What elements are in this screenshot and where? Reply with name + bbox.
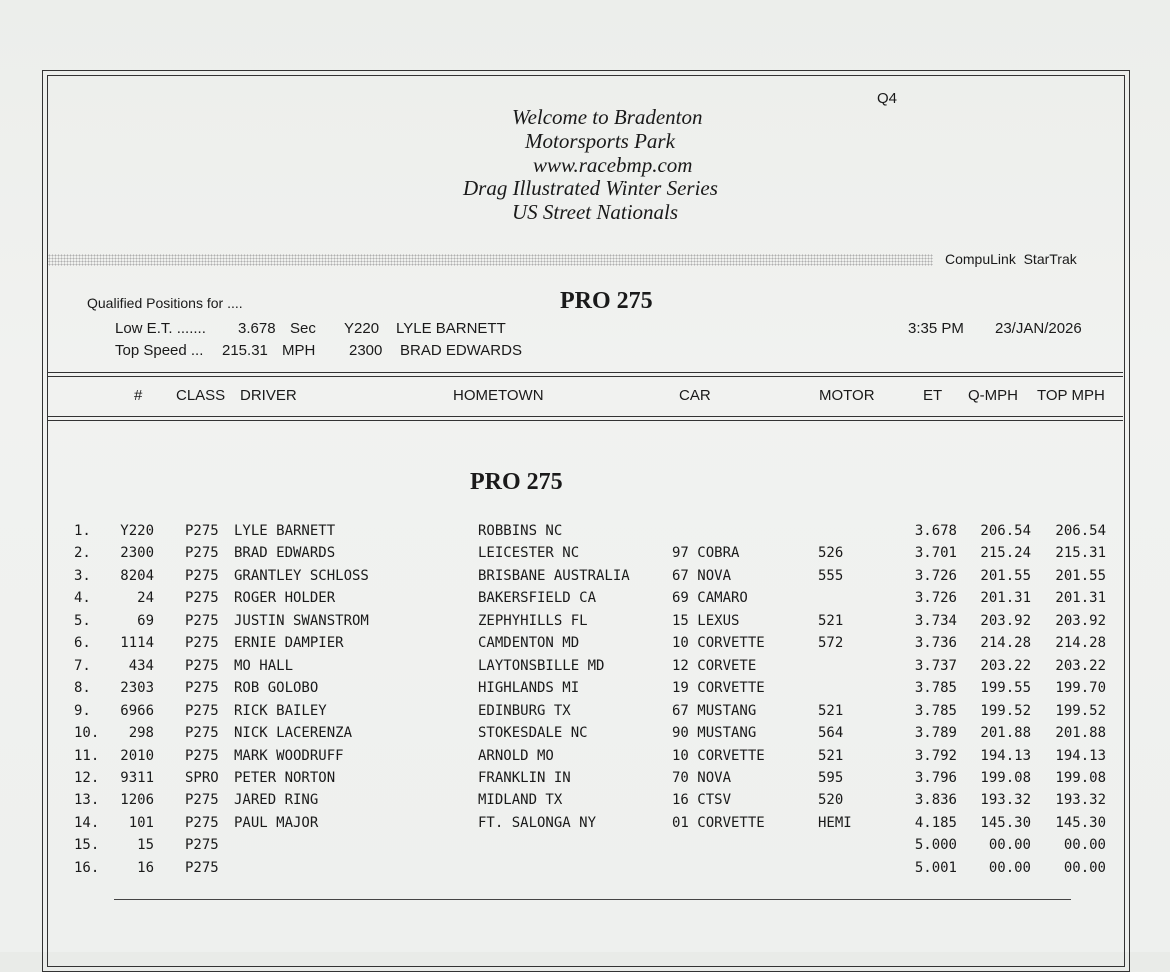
row-car: 12 CORVETE <box>672 657 757 674</box>
row-car: 10 CORVETTE <box>672 635 765 652</box>
row-position: 10. <box>74 725 100 742</box>
row-topmph: 00.00 <box>1063 859 1106 876</box>
row-et: 3.785 <box>914 680 957 697</box>
row-position: 14. <box>74 814 100 831</box>
qualified-label: Qualified Positions for .... <box>87 295 243 311</box>
row-qmph: 199.08 <box>980 769 1031 786</box>
row-position: 3. <box>74 567 91 584</box>
table-row <box>0 658 1170 680</box>
row-et: 3.734 <box>914 612 957 629</box>
row-driver: JARED RING <box>234 792 319 809</box>
row-driver: BRAD EDWARDS <box>234 545 336 562</box>
header-line-1: Welcome to Bradenton <box>512 105 703 129</box>
section-title: PRO 275 <box>470 469 563 495</box>
row-hometown: CAMDENTON MD <box>478 635 580 652</box>
col-et: ET <box>923 387 943 404</box>
row-et: 3.796 <box>914 769 957 786</box>
row-hometown: ROBBINS NC <box>478 523 563 539</box>
col-qmph: Q-MPH <box>968 387 1018 404</box>
row-car: 15 LEXUS <box>672 612 740 629</box>
col-topmph: TOP MPH <box>1037 387 1105 404</box>
row-qmph: 206.54 <box>980 523 1031 539</box>
row-car: 70 NOVA <box>672 769 732 786</box>
row-car: 16 CTSV <box>672 792 732 809</box>
row-position: 5. <box>74 612 91 629</box>
row-class: P275 <box>185 523 219 539</box>
row-driver: PETER NORTON <box>234 769 336 786</box>
row-et: 3.736 <box>914 635 957 652</box>
row-topmph: 145.30 <box>1055 814 1106 831</box>
row-qmph: 199.55 <box>980 680 1031 697</box>
col-motor: MOTOR <box>819 387 875 404</box>
row-class: P275 <box>185 837 219 854</box>
top-speed-car: 2300 <box>349 342 383 359</box>
row-driver: LYLE BARNETT <box>234 523 336 539</box>
row-driver: PAUL MAJOR <box>234 814 319 831</box>
row-motor: HEMI <box>818 814 852 831</box>
row-position: 8. <box>74 680 91 697</box>
row-qmph: 203.92 <box>980 612 1031 629</box>
row-car-number: 24 <box>137 590 154 607</box>
low-et-value: 3.678 <box>238 320 276 337</box>
row-et: 3.678 <box>914 523 957 539</box>
top-speed-value: 215.31 <box>222 342 268 359</box>
table-row <box>0 523 1170 545</box>
row-et: 3.726 <box>914 567 957 584</box>
row-et: 3.836 <box>914 792 957 809</box>
row-car-number: 9311 <box>120 769 154 786</box>
dotted-band <box>48 254 933 266</box>
col-car: CAR <box>679 387 711 404</box>
header-line-3: www.racebmp.com <box>533 153 693 177</box>
row-car-number: 8204 <box>120 567 154 584</box>
top-speed-driver: BRAD EDWARDS <box>400 342 522 359</box>
row-car-number: Y220 <box>120 523 154 539</box>
row-car: 97 COBRA <box>672 545 740 562</box>
header-line-2: Motorsports Park <box>525 129 675 153</box>
row-position: 16. <box>74 859 100 876</box>
row-hometown: LAYTONSBILLE MD <box>478 657 605 674</box>
row-class: P275 <box>185 635 219 652</box>
row-car: 19 CORVETTE <box>672 680 765 697</box>
row-car-number: 434 <box>128 657 154 674</box>
row-et: 3.792 <box>914 747 957 764</box>
row-topmph: 203.92 <box>1055 612 1106 629</box>
row-class: SPRO <box>185 769 219 786</box>
header-rule-bottom-2 <box>48 420 1123 421</box>
row-motor: 572 <box>818 635 844 652</box>
row-hometown: MIDLAND TX <box>478 792 563 809</box>
table-row <box>0 748 1170 770</box>
row-et: 3.789 <box>914 725 957 742</box>
row-et: 5.000 <box>914 837 957 854</box>
col-class: CLASS <box>176 387 226 404</box>
row-hometown: FRANKLIN IN <box>478 769 571 786</box>
top-speed-unit: MPH <box>282 342 316 359</box>
row-hometown: ZEPHYHILLS FL <box>478 612 588 629</box>
col-hometown: HOMETOWN <box>453 387 544 404</box>
row-topmph: 00.00 <box>1063 837 1106 854</box>
row-driver: ROGER HOLDER <box>234 590 336 607</box>
row-position: 9. <box>74 702 91 719</box>
row-car: 10 CORVETTE <box>672 747 765 764</box>
row-position: 7. <box>74 657 91 674</box>
table-row <box>0 590 1170 612</box>
row-class: P275 <box>185 545 219 562</box>
table-row <box>0 815 1170 837</box>
col-num: # <box>134 387 143 404</box>
row-position: 2. <box>74 545 91 562</box>
row-position: 4. <box>74 590 91 607</box>
row-class: P275 <box>185 859 219 876</box>
row-topmph: 201.31 <box>1055 590 1106 607</box>
row-position: 12. <box>74 769 100 786</box>
class-title: PRO 275 <box>560 288 653 314</box>
row-hometown: STOKESDALE NC <box>478 725 588 742</box>
row-qmph: 201.31 <box>980 590 1031 607</box>
row-class: P275 <box>185 680 219 697</box>
row-motor: 521 <box>818 747 844 764</box>
low-et-label: Low E.T. ....... <box>115 320 206 337</box>
row-car-number: 2010 <box>120 747 154 764</box>
table-row <box>0 703 1170 725</box>
report-date: 23/JAN/2026 <box>995 320 1082 337</box>
row-motor: 526 <box>818 545 844 562</box>
row-hometown: EDINBURG TX <box>478 702 571 719</box>
row-motor: 520 <box>818 792 844 809</box>
table-row <box>0 635 1170 657</box>
row-class: P275 <box>185 657 219 674</box>
row-car-number: 2300 <box>120 545 154 562</box>
row-topmph: 214.28 <box>1055 635 1106 652</box>
row-car-number: 2303 <box>120 680 154 697</box>
row-hometown: FT. SALONGA NY <box>478 814 597 831</box>
row-driver: RICK BAILEY <box>234 702 327 719</box>
row-topmph: 193.32 <box>1055 792 1106 809</box>
row-qmph: 214.28 <box>980 635 1031 652</box>
row-car-number: 1206 <box>120 792 154 809</box>
row-topmph: 194.13 <box>1055 747 1106 764</box>
row-topmph: 201.55 <box>1055 567 1106 584</box>
header-line-5: US Street Nationals <box>512 200 679 224</box>
header-rule-top-2 <box>48 376 1123 377</box>
row-position: 1. <box>74 523 91 539</box>
row-car-number: 1114 <box>120 635 154 652</box>
sheet-code: Q4 <box>877 90 898 107</box>
low-et-driver: LYLE BARNETT <box>396 320 506 337</box>
row-et: 4.185 <box>914 814 957 831</box>
report-time: 3:35 PM <box>908 320 964 337</box>
row-hometown: BRISBANE AUSTRALIA <box>478 567 630 584</box>
col-driver: DRIVER <box>240 387 297 404</box>
brand-label: CompuLink StarTrak <box>945 251 1077 267</box>
row-car: 01 CORVETTE <box>672 814 765 831</box>
row-et: 3.737 <box>914 657 957 674</box>
row-car-number: 298 <box>128 725 154 742</box>
row-class: P275 <box>185 590 219 607</box>
row-hometown: HIGHLANDS MI <box>478 680 580 697</box>
row-car-number: 16 <box>137 859 154 876</box>
row-car: 67 NOVA <box>672 567 732 584</box>
low-et-unit: Sec <box>290 320 316 337</box>
row-car: 90 MUSTANG <box>672 725 757 742</box>
row-qmph: 00.00 <box>988 859 1031 876</box>
row-car-number: 101 <box>128 814 154 831</box>
row-car: 67 MUSTANG <box>672 702 757 719</box>
row-driver: MO HALL <box>234 657 294 674</box>
row-motor: 521 <box>818 702 844 719</box>
top-speed-label: Top Speed ... <box>115 342 204 359</box>
row-driver: JUSTIN SWANSTROM <box>234 612 369 629</box>
row-topmph: 201.88 <box>1055 725 1106 742</box>
row-qmph: 201.88 <box>980 725 1031 742</box>
row-et: 3.726 <box>914 590 957 607</box>
row-position: 11. <box>74 747 100 764</box>
row-qmph: 193.32 <box>980 792 1031 809</box>
row-car-number: 6966 <box>120 702 154 719</box>
row-car-number: 69 <box>137 612 154 629</box>
row-motor: 555 <box>818 567 844 584</box>
row-position: 6. <box>74 635 91 652</box>
table-row <box>0 568 1170 590</box>
row-qmph: 215.24 <box>980 545 1031 562</box>
row-et: 5.001 <box>914 859 957 876</box>
table-row <box>0 613 1170 635</box>
row-hometown: LEICESTER NC <box>478 545 580 562</box>
row-driver: GRANTLEY SCHLOSS <box>234 567 369 584</box>
row-topmph: 199.08 <box>1055 769 1106 786</box>
header-rule-bottom-1 <box>48 416 1123 417</box>
low-et-row <box>0 320 700 340</box>
table-row <box>0 792 1170 814</box>
row-class: P275 <box>185 612 219 629</box>
table-row <box>0 725 1170 747</box>
row-driver: NICK LACERENZA <box>234 725 353 742</box>
top-speed-row <box>0 342 700 362</box>
row-class: P275 <box>185 567 219 584</box>
row-class: P275 <box>185 747 219 764</box>
low-et-car: Y220 <box>344 320 380 337</box>
row-hometown: ARNOLD MO <box>478 747 554 764</box>
row-position: 13. <box>74 792 100 809</box>
row-qmph: 194.13 <box>980 747 1031 764</box>
row-position: 15. <box>74 837 100 854</box>
row-class: P275 <box>185 814 219 831</box>
row-topmph: 203.22 <box>1055 657 1106 674</box>
row-qmph: 201.55 <box>980 567 1031 584</box>
header-line-4: Drag Illustrated Winter Series <box>463 176 718 200</box>
row-class: P275 <box>185 702 219 719</box>
row-class: P275 <box>185 792 219 809</box>
row-qmph: 00.00 <box>988 837 1031 854</box>
row-qmph: 203.22 <box>980 657 1031 674</box>
row-motor: 595 <box>818 769 844 786</box>
row-qmph: 199.52 <box>980 702 1031 719</box>
row-driver: ROB GOLOBO <box>234 680 319 697</box>
row-hometown: BAKERSFIELD CA <box>478 590 597 607</box>
row-et: 3.785 <box>914 702 957 719</box>
table-row <box>0 680 1170 702</box>
footer-rule <box>114 899 1071 900</box>
row-topmph: 199.52 <box>1055 702 1106 719</box>
row-driver: ERNIE DAMPIER <box>234 635 344 652</box>
row-motor: 521 <box>818 612 844 629</box>
row-topmph: 215.31 <box>1055 545 1106 562</box>
table-row <box>0 837 1170 859</box>
row-qmph: 145.30 <box>980 814 1031 831</box>
table-row <box>0 860 1170 882</box>
row-driver: MARK WOODRUFF <box>234 747 344 764</box>
header-rule-top-1 <box>48 372 1123 373</box>
row-topmph: 199.70 <box>1055 680 1106 697</box>
row-topmph: 206.54 <box>1055 523 1106 539</box>
table-row <box>0 770 1170 792</box>
row-car: 69 CAMARO <box>672 590 748 607</box>
table-row <box>0 545 1170 567</box>
row-car-number: 15 <box>137 837 154 854</box>
row-et: 3.701 <box>914 545 957 562</box>
row-motor: 564 <box>818 725 844 742</box>
row-class: P275 <box>185 725 219 742</box>
